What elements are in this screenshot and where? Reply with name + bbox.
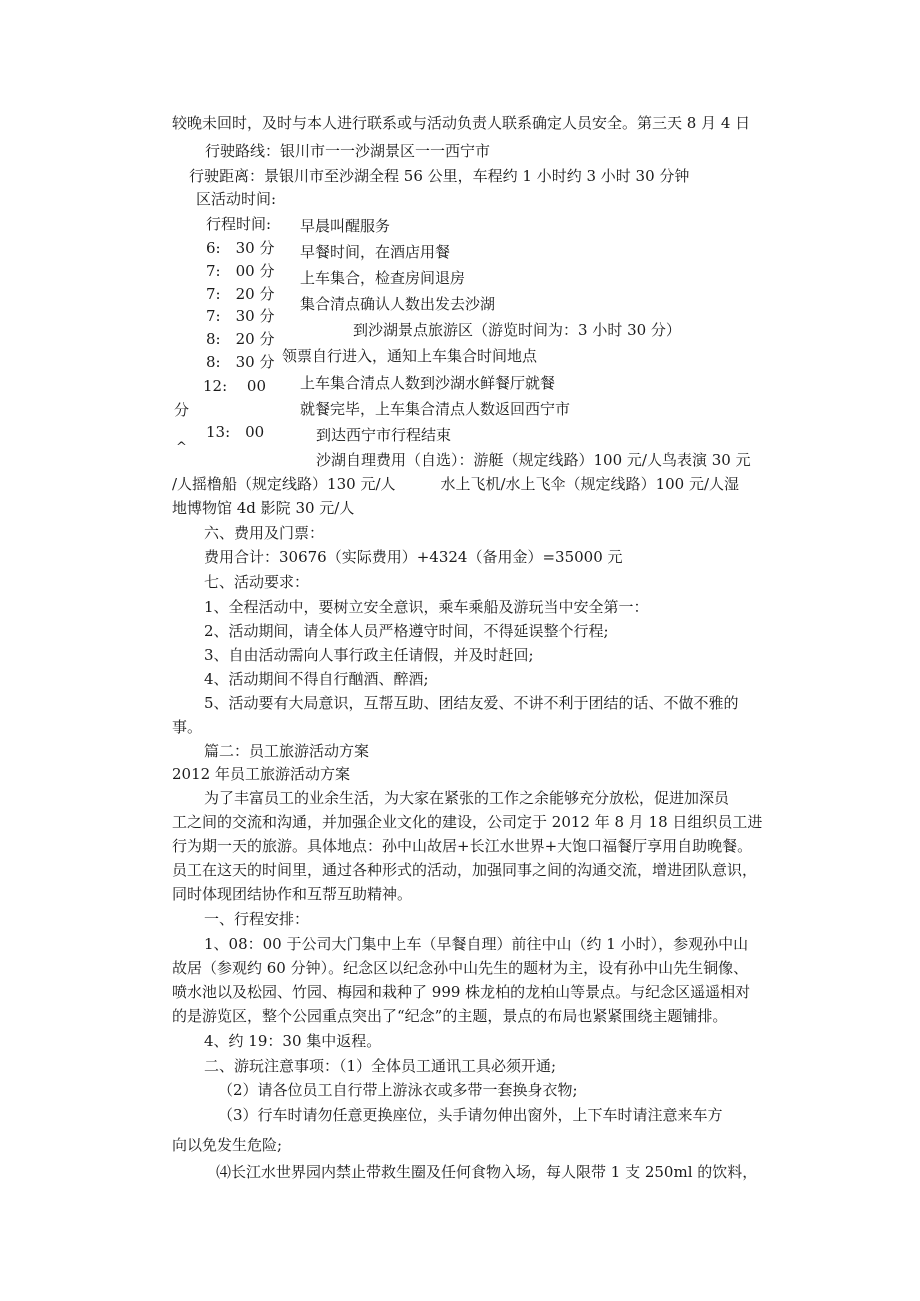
schedule-item: 集合清点确认人数出发去沙湖	[300, 295, 496, 313]
notice-line: （2）请各位员工自行带上游泳衣或多带一套换身衣物;	[218, 1081, 578, 1099]
schedule-item: 到沙湖景点旅游区（游览时间为：3 小时 30 分）	[353, 321, 681, 339]
requirement-item: 5、活动要有大局意识，互帮互助、团结友爱、不讲不利于团结的话、不做不雅的	[204, 694, 739, 712]
schedule-item: 领票自行进入，通知上车集合时间地点	[282, 347, 538, 365]
schedule-item: 上车集合，检查房间退房	[300, 269, 466, 287]
schedule-time: 8: 30 分	[206, 353, 275, 371]
schedule-item: 早餐时间，在酒店用餐	[300, 243, 451, 261]
paragraph-line: 的是游览区，整个公园重点突出了“纪念”的主题，景点的布局也紧紧围绕主题铺排。	[172, 1007, 728, 1025]
section-heading: 一、行程安排：	[204, 910, 310, 928]
notice-line: 二、游玩注意事项：（1）全体员工通讯工具必须开通;	[204, 1057, 557, 1075]
notice-line: （3）行车时请勿任意更换座位，头手请勿伸出窗外，上下车时请注意来车方	[218, 1106, 723, 1124]
chapter-title: 篇二：员工旅游活动方案	[204, 742, 370, 760]
text-line: 费用合计：30676（实际费用）+4324（备用金）=35000 元	[204, 548, 623, 566]
text-line: 4、约 19：30 集中返程。	[204, 1032, 382, 1050]
route-line: 行驶路线：银川市一一沙湖景区一一西宁市	[205, 142, 491, 160]
schedule-header: 行程时间:	[206, 215, 272, 233]
distance-line: 行驶距离：景银川市至沙湖全程 56 公里，车程约 1 小时约 3 小时 30 分钟	[189, 167, 690, 185]
schedule-time: 8: 20 分	[206, 330, 275, 348]
section-heading: 六、费用及门票：	[204, 524, 325, 542]
requirement-item: 2、活动期间，请全体人员严格遵守时间，不得延误整个行程;	[204, 622, 609, 640]
schedule-time-unit: 分	[174, 401, 190, 419]
paragraph-line: 故居（参观约 60 分钟）。纪念区以纪念孙中山先生的题材为主，设有孙中山先生铜像、	[172, 959, 749, 977]
schedule-time: 13: 00	[206, 423, 265, 441]
schedule-item: 到达西宁市行程结束	[316, 426, 452, 444]
schedule-time: 6: 30 分	[206, 239, 275, 257]
section-heading: 七、活动要求：	[204, 573, 310, 591]
self-pay-line: /人摇橹船（规定线路）130 元/人 水上飞机/水上飞伞（规定线路）100 元/人湿	[172, 475, 740, 493]
stray-mark: ^	[176, 440, 187, 455]
notice-line: 向以免发生危险;	[172, 1136, 283, 1154]
activity-time-heading: 区活动时间:	[196, 190, 277, 208]
requirement-item: 1、全程活动中，要树立安全意识，乘车乘船及游玩当中安全第一：	[204, 598, 649, 616]
paragraph-line: 行为期一天的旅游。具体地点：孙中山故居+长江水世界+大饱口福餐厅享用自助晚餐。	[172, 837, 753, 855]
requirement-item: 4、活动期间不得自行酗酒、醉酒;	[204, 670, 429, 688]
paragraph-line: 喷水池以及松园、竹园、梅园和栽种了 999 株龙柏的龙柏山等景点。与纪念区遥遥相对	[172, 983, 751, 1001]
requirement-item: 3、自由活动需向人事行政主任请假，并及时赶回;	[204, 646, 534, 664]
paragraph-line: 员工在这天的时间里，通过各种形式的活动，加强同事之间的沟通交流，增进团队意识，	[172, 861, 758, 879]
schedule-item: 就餐完毕，上车集合清点人数返回西宁市	[300, 400, 571, 418]
schedule-item: 早晨叫醒服务	[300, 217, 391, 235]
schedule-item: 上车集合清点人数到沙湖水鲜餐厅就餐	[300, 374, 556, 392]
paragraph-line: 工之间的交流和沟通，并加强企业文化的建设，公司定于 2012 年 8 月 18 日组织员工进	[172, 813, 763, 831]
schedule-time: 7: 00 分	[206, 262, 275, 280]
document-title: 2012 年员工旅游活动方案	[172, 765, 350, 783]
schedule-time: 12: 00	[203, 377, 266, 395]
paragraph-line: 同时体现团结协作和互帮互助精神。	[172, 885, 413, 903]
self-pay-line: 沙湖自理费用（自选）：游艇（规定线路）100 元/人鸟表演 30 元	[316, 451, 751, 469]
self-pay-line: 地博物馆 4d 影院 30 元/人	[172, 499, 355, 517]
paragraph-line: 为了丰富员工的业余生活，为大家在紧张的工作之余能够充分放松，促进加深员	[204, 789, 730, 807]
text-line: 事。	[172, 718, 203, 736]
text-line: 较晚未回时，及时与本人进行联系或与活动负责人联系确定人员安全。第三天 8 月 4 日	[172, 114, 751, 132]
paragraph-line: 1、08：00 于公司大门集中上车（早餐自理）前往中山（约 1 小时），参观孙中山	[204, 935, 749, 953]
schedule-time: 7: 20 分	[206, 285, 275, 303]
notice-line: ⑷长江水世界园内禁止带救生圈及任何食物入场，每人限带 1 支 250ml 的饮料，	[216, 1163, 758, 1181]
schedule-time: 7: 30 分	[206, 307, 275, 325]
